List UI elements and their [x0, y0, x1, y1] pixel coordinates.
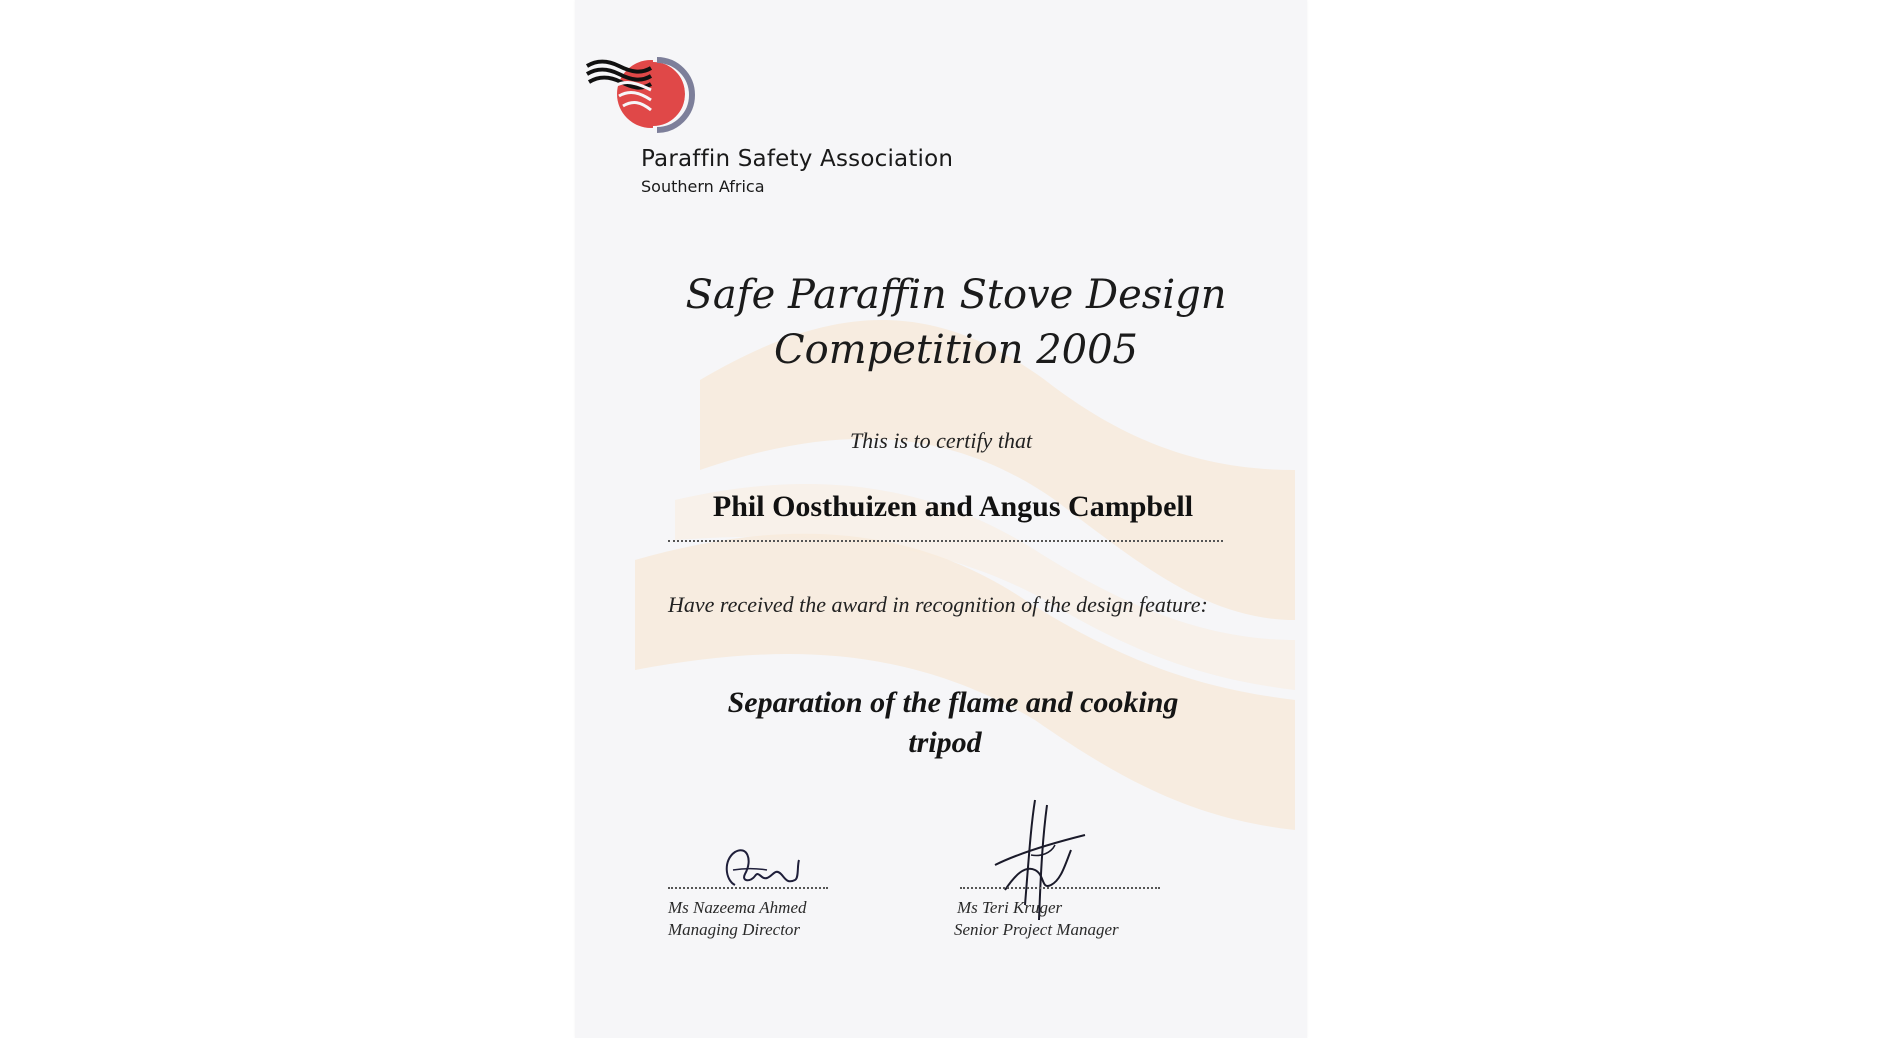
design-feature-line1: Separation of the flame and cooking	[727, 686, 1179, 719]
design-feature-line2: tripod	[908, 726, 982, 759]
signature-nazeema-ahmed	[715, 840, 835, 900]
paraffin-safety-association-logo	[585, 52, 695, 142]
recognition-text: Have received the award in recognition of the design feature:	[668, 592, 1208, 617]
signatory-1-name: Ms Nazeema Ahmed	[668, 898, 807, 917]
signature-line-2	[960, 887, 1160, 889]
signature-line-1	[668, 887, 828, 889]
signatory-2-name: Ms Teri Kruger	[957, 898, 1063, 917]
recipient-names: Phil Oosthuizen and Angus Campbell	[712, 490, 1194, 523]
organization-region: Southern Africa	[641, 177, 765, 196]
organization-name: Paraffin Safety Association	[641, 146, 954, 172]
certificate-title-line2: Competition 2005	[774, 327, 1138, 373]
certificate-page	[575, 0, 1307, 1038]
certify-text: This is to certify that	[849, 428, 1033, 453]
certificate-title-line1: Safe Paraffin Stove Design	[685, 272, 1227, 318]
signatory-2-role: Senior Project Manager	[954, 920, 1119, 939]
signatory-1-role: Managing Director	[668, 920, 801, 939]
recipient-underline	[668, 540, 1223, 542]
